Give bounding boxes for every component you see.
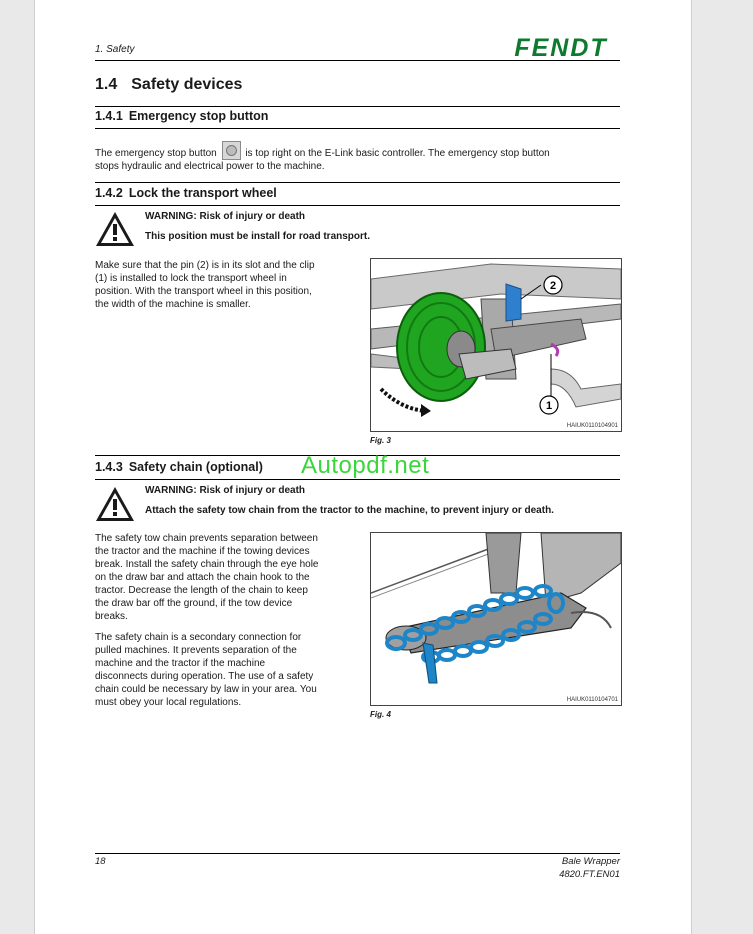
safety-chain-illustration (371, 533, 621, 705)
subsection-2-title-text: Lock the transport wheel (128, 186, 277, 200)
section-title-text: Safety devices (131, 76, 243, 93)
header-rule (95, 60, 620, 61)
header-section-label: 1. Safety (95, 44, 135, 55)
figure-4-id: HAIUK0110104701 (566, 697, 618, 703)
emergency-stop-button-icon (222, 141, 241, 160)
watermark-text: Autopdf.net (301, 452, 430, 479)
subsection-3-title-text: Safety chain (optional) (128, 460, 263, 474)
warning-triangle-icon (95, 211, 135, 247)
warning-1-text: This position must be install for road transport. (145, 231, 371, 242)
section-title (95, 76, 242, 94)
callout-1-label: 1 (545, 400, 553, 412)
subsection-1-title (95, 109, 268, 123)
subsection-2-rule (95, 205, 620, 206)
footer-rule (95, 853, 620, 854)
figure-4-caption: Fig. 4 (370, 710, 391, 719)
subsection-1-body: The emergency stop button is top right on the E-Link basic controller. The emergency stop button stops hydraulic and electrical power to the machine. (95, 141, 625, 173)
subsection-3-paragraph-1: The safety tow chain prevents separation between the tractor and the machine if the towing devices break. Install the safety chain through the eye hole on the draw bar and attach the chain hook to the tractor. Decrease the length of the chain to keep the draw bar off the ground, if the tow device breaks. (95, 533, 319, 622)
footer-product: Bale Wrapper (561, 856, 620, 867)
figure-3-id: HAIUK0110104901 (566, 423, 618, 429)
document-page (34, 0, 692, 934)
footer-doc-code: 4820.FT.EN01 (559, 869, 620, 880)
transport-wheel-illustration (371, 259, 621, 431)
warning-1-title: WARNING: Risk of injury or death (145, 211, 306, 222)
subsection-2-body: Make sure that the pin (2) is in its slot and the clip (1) is installed to lock the transport wheel in position. With the transport wheel in this position, the width of the machine is smaller. (95, 260, 315, 310)
subsection-1-title-text: Emergency stop button (128, 109, 269, 123)
section-rule (95, 106, 620, 107)
callout-2-label: 2 (549, 280, 557, 292)
subsection-2-number: 1.4.2 (95, 186, 123, 200)
warning-triangle-icon (95, 486, 135, 522)
subsection-3-number: 1.4.3 (95, 460, 123, 474)
fendt-logo (501, 34, 621, 60)
figure-3-caption: Fig. 3 (370, 436, 391, 445)
subsection-2-top-rule (95, 182, 620, 183)
figure-3-transport-wheel (370, 258, 622, 432)
page-number: 18 (95, 856, 106, 867)
subsection-2-title (95, 186, 277, 200)
subsection-3-title (95, 460, 263, 474)
logo-text: FENDT (514, 34, 608, 60)
section-number: 1.4 (95, 76, 118, 93)
warning-2-text: Attach the safety tow chain from the tractor to the machine, to prevent injury or death. (145, 505, 554, 516)
subsection-1-number: 1.4.1 (95, 109, 123, 123)
subsection-3-paragraph-2: The safety chain is a secondary connection for pulled machines. It prevents separation of the machine and the tractor if the machine disconnects during operation. The use of a safety chain could be necessary by law in your area. You must obey your local regulations. (95, 632, 317, 708)
warning-2-title: WARNING: Risk of injury or death (145, 485, 306, 496)
subsection-1-rule (95, 128, 620, 129)
figure-4-safety-chain (370, 532, 622, 706)
